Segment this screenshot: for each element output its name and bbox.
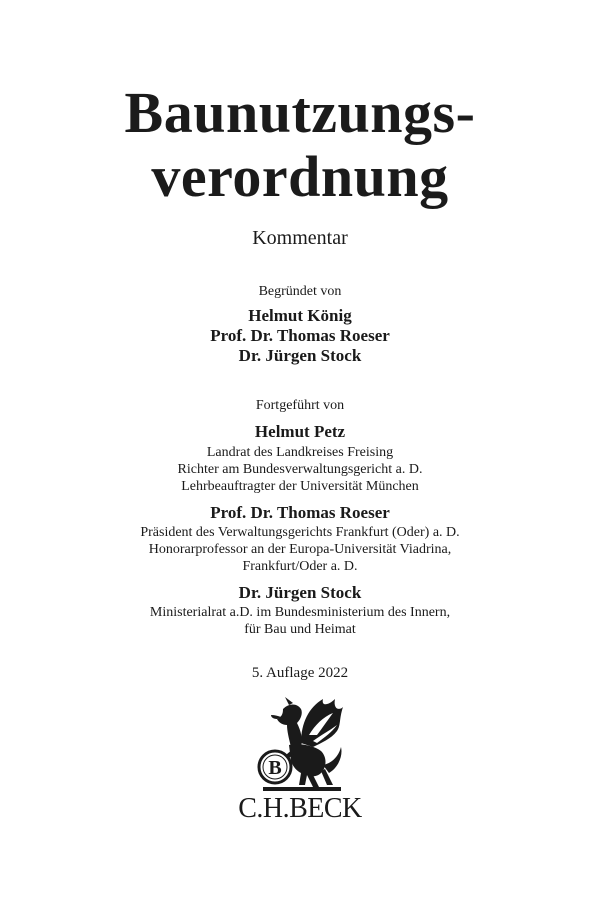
editor-description: Lehrbeauftragter der Universität München (181, 479, 419, 494)
griffin-icon (243, 695, 355, 795)
editor-description: für Bau und Heimat (244, 622, 356, 637)
editor-description: Landrat des Landkreises Freising (206, 445, 394, 460)
logo-letter: B (268, 757, 282, 779)
editor-description: Ministerialrat a.D. im Bundesministerium des Innern, (149, 605, 451, 620)
title-line-1: Baunutzungs- (124, 80, 476, 145)
editor-name: Dr. Jürgen Stock (238, 583, 362, 602)
editor-description: Honorarprofessor an der Europa-Universität Viadrina, (148, 542, 452, 557)
title-line-2: verordnung (151, 144, 449, 209)
edition: 5. Auflage 2022 (251, 665, 349, 681)
editor-name: Prof. Dr. Thomas Roeser (210, 503, 390, 522)
publisher-name: C.H.BECK (238, 793, 362, 824)
continued-label: Fortgeführt von (255, 398, 345, 413)
editor-description: Frankfurt/Oder a. D. (242, 559, 358, 574)
founded-label: Begründet von (258, 284, 342, 299)
editor-description: Präsident des Verwaltungsgerichts Frankfurt (Oder) a. D. (140, 525, 460, 540)
founder-name: Dr. Jürgen Stock (238, 346, 362, 365)
editor-name: Helmut Petz (254, 422, 346, 441)
subtitle: Kommentar (252, 227, 348, 249)
founder-name: Prof. Dr. Thomas Roeser (210, 326, 390, 345)
founder-name: Helmut König (248, 306, 352, 325)
editor-description: Richter am Bundesverwaltungsgericht a. D. (177, 462, 423, 477)
